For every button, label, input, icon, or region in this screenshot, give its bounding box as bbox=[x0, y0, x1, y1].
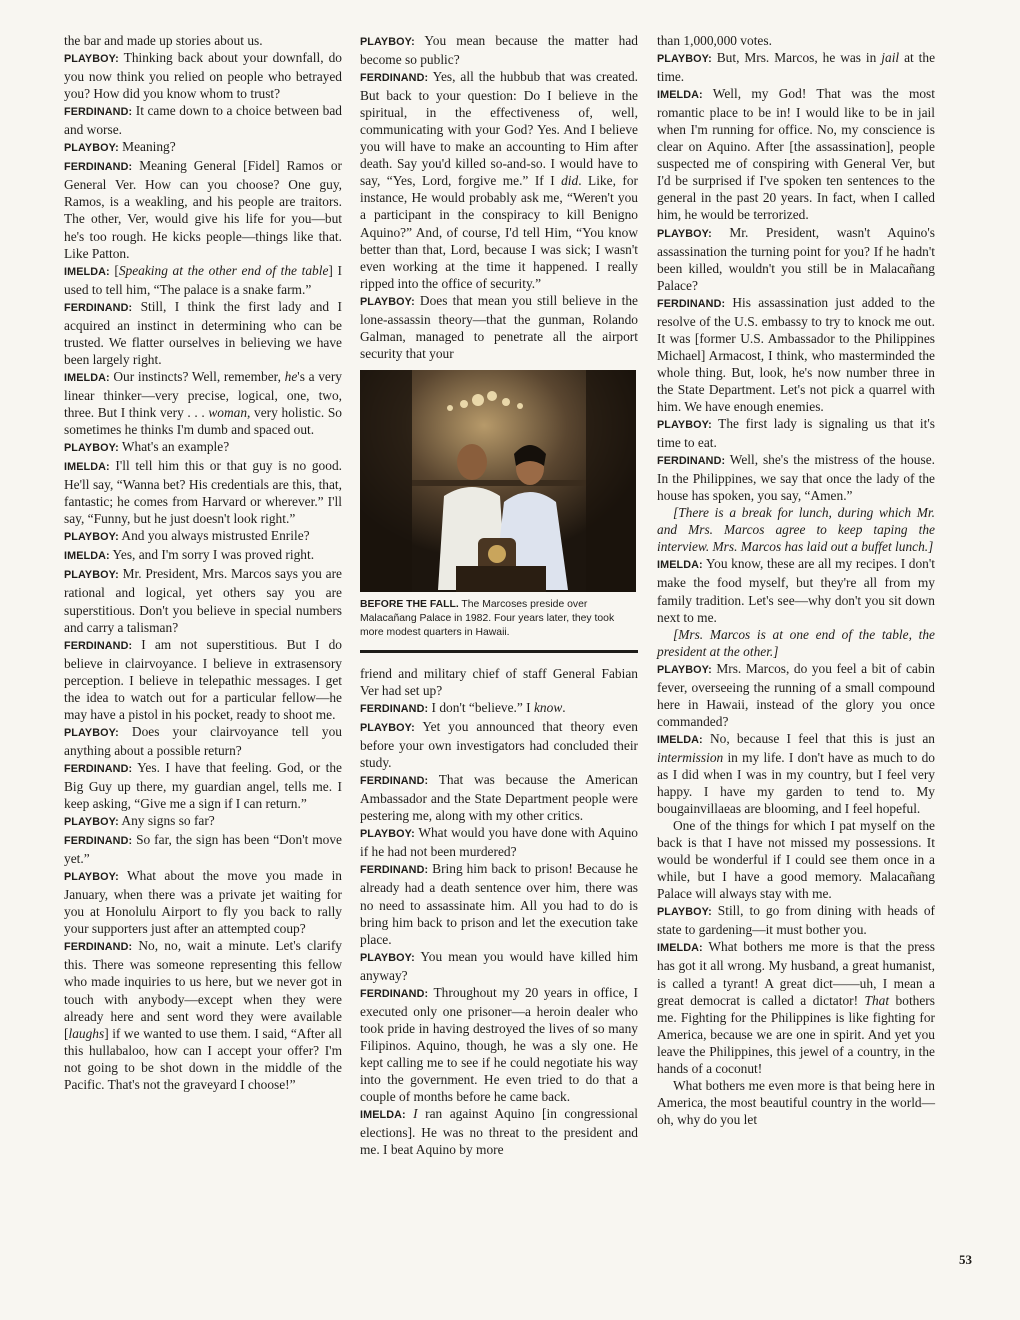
paragraph bbox=[657, 49, 935, 85]
paragraph bbox=[657, 85, 935, 223]
paragraph-text: The first lady is signaling us that it's time to eat. bbox=[657, 416, 935, 451]
paragraph bbox=[657, 660, 935, 730]
speaker-label: PLAYBOY: bbox=[657, 906, 712, 919]
paragraph-text: I'll tell him this or that guy is no good. He'll say, “Wanna bet? His credentials are this, that, fantastic; he comes from Harvard or wherever.” I'll say, “Funny, but he just doesn't look right.” bbox=[64, 458, 342, 527]
speaker-label: FERDINAND: bbox=[360, 775, 429, 788]
speaker-label: FERDINAND: bbox=[64, 835, 133, 848]
speaker-label: IMELDA: bbox=[657, 559, 703, 572]
paragraph bbox=[64, 867, 342, 937]
column-3 bbox=[657, 32, 935, 1128]
paragraph bbox=[360, 665, 638, 699]
paragraph-text: Any signs so far? bbox=[121, 813, 215, 829]
paragraph-text: [Mrs. Marcos is at one end of the table, the president at the other.] bbox=[657, 626, 935, 659]
paragraph bbox=[657, 32, 935, 49]
speaker-label: FERDINAND: bbox=[64, 639, 133, 652]
speaker-label: IMELDA: bbox=[360, 1109, 406, 1122]
paragraph-text: You mean you would have killed him anyway? bbox=[360, 948, 638, 983]
paragraph-text: Thinking back about your downfall, do you now think you relied on people who betrayed you? How did you know whom to trust? bbox=[64, 50, 343, 102]
speaker-label: IMELDA: bbox=[657, 89, 703, 102]
column-2-bottom-text bbox=[360, 665, 638, 1158]
paragraph-text: Does that mean you still believe in the lone-assassin theory—that the gunman, Rolando Galman, managed to penetrate all the airport security that your bbox=[360, 292, 638, 361]
paragraph-text: What's an example? bbox=[121, 439, 230, 455]
paragraph bbox=[657, 817, 935, 902]
paragraph bbox=[360, 292, 638, 362]
paragraph bbox=[64, 457, 342, 527]
paragraph-text: Throughout my 20 years in office, I executed only one prisoner—a heroin dealer who took pride in having destroyed the lives of so many Filipinos. Aquino, though, he was a sly one. He kept calling me to see if he could negotiate his way into the government. He even tried to do that a couple of months before he came back. bbox=[360, 984, 638, 1105]
paragraph-text: His assassination just added to the resolve of the U.S. embassy to try to knock me out. It was [former U.S. Ambassador to the Philippines Michael] Armacost, I think, who masterminded the whole thing. But, look, he's now number three in the State Department. Let's not pick a quarrel with him. We have enough enemies. bbox=[657, 294, 935, 414]
paragraph-text: So far, the sign has been “Don't move yet.” bbox=[64, 832, 342, 867]
paragraph bbox=[64, 812, 342, 831]
paragraph bbox=[64, 102, 342, 138]
speaker-label: FERDINAND: bbox=[360, 702, 429, 715]
paragraph bbox=[64, 831, 342, 867]
paragraph-text: Still, I think the first lady and I acquired an instinct in determining who can be trusted. We flatter ourselves in believing we have been largely right. bbox=[64, 298, 342, 367]
paragraph-text: That was because the American Ambassador and the State Department people were pestering me, along with my other critics. bbox=[360, 772, 638, 824]
speaker-label: FERDINAND: bbox=[360, 864, 429, 877]
paragraph bbox=[657, 555, 935, 625]
speaker-label: FERDINAND: bbox=[360, 72, 429, 85]
paragraph bbox=[64, 937, 342, 1092]
speaker-label: FERDINAND: bbox=[64, 161, 133, 174]
section-rule bbox=[360, 650, 638, 653]
paragraph-text: Meaning General [Fidel] Ramos or General Ver. How can you choose? One guy, Ramos, is a weakling, and his people are traitors. The other, Ver, would give his life for you—but he's too rough. He kicks people—things like that. Like Patton. bbox=[64, 158, 342, 261]
paragraph-text: Still, to go from dining with heads of state to gardening—it must bother you. bbox=[657, 903, 935, 938]
paragraph bbox=[360, 1105, 638, 1158]
paragraph bbox=[360, 718, 638, 771]
page-number: 53 bbox=[959, 1252, 972, 1267]
paragraph bbox=[657, 1077, 935, 1128]
paragraph bbox=[64, 565, 342, 635]
speaker-label: PLAYBOY: bbox=[657, 227, 712, 240]
paragraph bbox=[360, 68, 638, 292]
speaker-label: FERDINAND: bbox=[657, 455, 726, 468]
speaker-label: PLAYBOY: bbox=[360, 36, 415, 48]
speaker-label: PLAYBOY: bbox=[360, 295, 415, 308]
speaker-label: PLAYBOY: bbox=[64, 871, 119, 884]
paragraph-text: No, because I feel that this is just an intermission in my life. I don't have as much to do as I did when I was in my country, but I feel very happy. I have my garden to tend to. My bougainvillaeas are blooming, and I feel hopeful. bbox=[657, 730, 935, 817]
paragraph-text: Yes, all the hubbub that was created. But back to your question: Do I believe in the spiritual, in the effectiveness of, well, communicating with your God? Yes. And I believe you will have to make an accounting to Him after death. Say you'd killed so-and-so. I would have to say, “Yes, Lord, forgive me.” If I did. Like, for instance, He would probably ask me, “Weren't you a participant in the conspiracy to kill Benigno Aquino?” And, of course, I'd tell Him, “You know better than that, Lord, because I was sick; I wasn't even working at the time it happened. I really ripped into the office of security.” bbox=[360, 69, 638, 291]
speaker-label: IMELDA: bbox=[64, 550, 110, 563]
paragraph bbox=[64, 157, 342, 261]
paragraph-text: And you always mistrusted Enrile? bbox=[121, 528, 310, 544]
paragraph bbox=[657, 504, 935, 555]
speaker-label: IMELDA: bbox=[657, 733, 703, 746]
paragraph-text: I ran against Aquino [in congressional elections]. He was no threat to the president and me. I beat Aquino by more bbox=[360, 1106, 638, 1158]
speaker-label: PLAYBOY: bbox=[360, 722, 415, 735]
paragraph bbox=[64, 759, 342, 812]
paragraph-text: But, Mrs. Marcos, he was in jail at the time. bbox=[657, 50, 936, 85]
speaker-label: PLAYBOY: bbox=[64, 142, 119, 155]
paragraph bbox=[657, 224, 935, 294]
paragraph-text: Meaning? bbox=[122, 139, 176, 155]
paragraph-text: I don't “believe.” I know. bbox=[431, 699, 566, 715]
paragraph bbox=[360, 771, 638, 824]
paragraph bbox=[360, 32, 638, 68]
speaker-label: IMELDA: bbox=[64, 461, 110, 474]
paragraph-text: [Speaking at the other end of the table] I used to tell him, “The palace is a snake farm.” bbox=[64, 262, 342, 297]
paragraph bbox=[64, 368, 342, 438]
speaker-label: PLAYBOY: bbox=[64, 726, 119, 739]
paragraph-text: Well, she's the mistress of the house. In the Philippines, we say that once the lady of the house has spoken, you say, “Amen.” bbox=[657, 452, 935, 504]
speaker-label: IMELDA: bbox=[64, 265, 110, 278]
speaker-label: PLAYBOY: bbox=[64, 442, 119, 455]
speaker-label: FERDINAND: bbox=[657, 297, 726, 310]
paragraph bbox=[360, 860, 638, 947]
paragraph bbox=[360, 699, 638, 718]
paragraph bbox=[657, 938, 935, 1076]
paragraph-text: friend and military chief of staff General Fabian Ver had set up? bbox=[360, 665, 638, 698]
paragraph-text: Does your clairvoyance tell you anything about a possible return? bbox=[64, 723, 342, 758]
speaker-label: PLAYBOY: bbox=[657, 53, 712, 66]
speaker-label: PLAYBOY: bbox=[64, 569, 119, 582]
paragraph bbox=[64, 32, 342, 49]
paragraph-text: One of the things for which I pat myself on the back is that I have not missed my possessions. It would be wonderful if I could see them once in a while, but I have a good memory. Malacañang Palace will always stay with me. bbox=[657, 818, 935, 902]
caption-text: The Marcoses preside over Malacañang Palace in 1982. Four years later, they took more modest quarters in Hawaii. bbox=[360, 598, 615, 638]
paragraph-text: Mr. President, Mrs. Marcos says you are rational and logical, yet others say you are superstitious. Don't you believe in special numbers and carry a talisman? bbox=[64, 566, 342, 635]
paragraph-text: What bothers me even more is that being here in America, the most beautiful country in the world—oh, why do you let bbox=[657, 1077, 935, 1127]
column-2 bbox=[360, 32, 638, 1158]
paragraph bbox=[657, 902, 935, 938]
paragraph bbox=[64, 138, 342, 157]
paragraph bbox=[657, 415, 935, 451]
paragraph-text: Mr. President, wasn't Aquino's assassination the turning point for you? If he hadn't been killed, wouldn't you still be in Malacañang Palace? bbox=[657, 224, 935, 293]
paragraph bbox=[64, 546, 342, 565]
paragraph-text: No, no, wait a minute. Let's clarify this. There was someone representing this fellow who made inquiries to us here, but we never got in touch with anybody—except when they were already here and sent word they were available [laughs] if we wanted to use them. I said, “After all this hullabaloo, how can I accept your offer? I'm not going to be shot down in the middle of the Pacific. That's not the graveyard I choose!” bbox=[64, 938, 342, 1092]
speaker-label: PLAYBOY: bbox=[657, 663, 712, 676]
speaker-label: FERDINAND: bbox=[360, 987, 429, 1000]
speaker-label: PLAYBOY: bbox=[657, 419, 712, 432]
column-2-top-text bbox=[360, 32, 638, 362]
speaker-label: FERDINAND: bbox=[64, 762, 133, 775]
paragraph-text: What about the move you made in January, when there was a private jet waiting for you at Honolulu Airport to fly you back to rally your supporters just after an attempted coup? bbox=[64, 868, 342, 937]
paragraph bbox=[657, 626, 935, 660]
paragraph-text: Yes, and I'm sorry I was proved right. bbox=[112, 547, 315, 563]
paragraph bbox=[360, 824, 638, 860]
column-1 bbox=[64, 32, 342, 1093]
paragraph-text: I am not superstitious. But I do believe in clairvoyance. I believe in extrasensory perception. I believe in telepathic messages. I get the idea to watch out for a particular fellow—he may have a pistol in his pocket, ready to shoot me. bbox=[64, 636, 342, 722]
speaker-label: FERDINAND: bbox=[64, 941, 133, 954]
paragraph bbox=[360, 984, 638, 1105]
paragraph bbox=[64, 723, 342, 759]
paragraph-text: Yes. I have that feeling. God, or the Big Guy up there, my guardian angel, tells me. I keep asking, “Give me a sign if I can return.” bbox=[64, 759, 342, 812]
photo-caption bbox=[360, 598, 638, 640]
speaker-label: PLAYBOY: bbox=[64, 53, 119, 66]
speaker-label: FERDINAND: bbox=[64, 301, 133, 314]
paragraph-text: It came down to a choice between bad and worse. bbox=[64, 103, 342, 138]
paragraph-text: Our instincts? Well, remember, he's a very linear thinker—very precise, logical, one, two, three. But I think very . . . woman, very holistic. So sometimes he thinks I'm dumb and spaced out. bbox=[64, 368, 342, 438]
speaker-label: PLAYBOY: bbox=[64, 816, 119, 829]
speaker-label: PLAYBOY: bbox=[360, 951, 415, 964]
paragraph-text: What would you have done with Aquino if he had not been murdered? bbox=[360, 825, 638, 860]
paragraph bbox=[64, 527, 342, 546]
paragraph bbox=[360, 948, 638, 984]
caption-lead: BEFORE THE FALL. bbox=[360, 598, 459, 610]
paragraph bbox=[64, 636, 342, 723]
speaker-label: PLAYBOY: bbox=[64, 531, 119, 544]
paragraph-text: Bring him back to prison! Because he already had a death sentence over him, there was no need to assassinate him. All you had to do is bring him back to prison and let the execution take place. bbox=[360, 861, 638, 947]
paragraph-text: You mean because the matter had become so public? bbox=[360, 33, 638, 68]
paragraph-text: [There is a break for lunch, during which Mr. and Mrs. Marcos agree to keep taping the interview. Mrs. Marcos has laid out a buffet lunch.] bbox=[657, 505, 935, 555]
speaker-label: IMELDA: bbox=[64, 371, 110, 384]
paragraph bbox=[657, 294, 935, 415]
paragraph bbox=[64, 262, 342, 298]
paragraph-text: than 1,000,000 votes. bbox=[657, 33, 772, 48]
paragraph bbox=[657, 730, 935, 817]
paragraph-text: What bothers me more is that the press has got it all wrong. My husband, a great humanist, is called a tyrant! A great dict——uh, I mean a great democrat is called a dictator! That bothers me. Fighting for the Philippines is like fighting for America, because we are one in spirit. And yet you leave the Philippines, this jewel of a country, in the hands of a coconut! bbox=[657, 939, 935, 1076]
paragraph-text: the bar and made up stories about us. bbox=[64, 33, 263, 48]
paragraph-text: Well, my God! That was the most romantic place to be in! I would like to be in jail when I'm running for office. No, my conscience is clear on Aquino. After [the assassination], people suspected me of conspiring with General Ver, but I'd be surprised if I've spoken ten sentences to the general in the past 20 years. In fact, when I called him, he would be terrorized. bbox=[657, 86, 935, 223]
paragraph bbox=[64, 49, 342, 102]
paragraph bbox=[64, 298, 342, 368]
speaker-label: PLAYBOY: bbox=[360, 828, 415, 841]
photo-block bbox=[360, 370, 638, 640]
speaker-label: IMELDA: bbox=[657, 942, 703, 955]
paragraph bbox=[657, 451, 935, 504]
paragraph-text: You know, these are all my recipes. I don't make the food myself, but they're all from my family tradition. Let's see—why don't you sit down next to me. bbox=[657, 556, 935, 625]
speaker-label: FERDINAND: bbox=[64, 106, 133, 119]
paragraph bbox=[64, 438, 342, 457]
marcos-couple-photo bbox=[360, 370, 636, 592]
paragraph-text: Mrs. Marcos, do you feel a bit of cabin fever, overseeing the running of a small compound here in Hawaii, instead of the glory you once commanded? bbox=[657, 660, 935, 729]
paragraph-text: Yet you announced that theory even before your own investigators had concluded their study. bbox=[360, 719, 638, 771]
